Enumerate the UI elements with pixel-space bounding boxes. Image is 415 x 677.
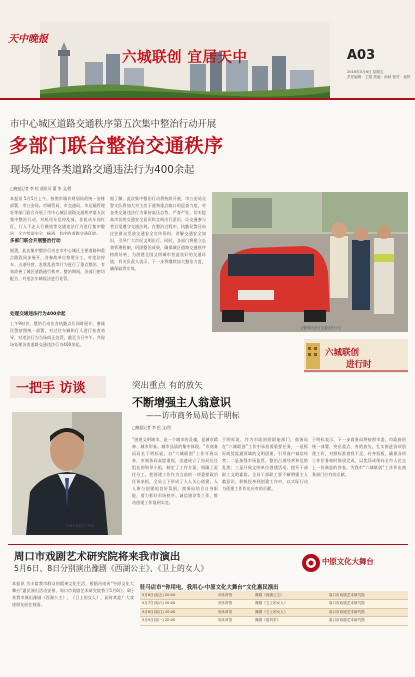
page-number: A03 xyxy=(347,48,376,63)
schedule-cell: 市体育馆 xyxy=(216,600,253,609)
section-title: 六城联创 宜居天中 xyxy=(122,50,248,66)
schedule-cell: 豫剧《卫上的女人》 xyxy=(253,608,327,617)
lead-column-1a: 本报讯 5月5日上午，按照市城乡规划局的统一安排部署，市公安局、市城管局、市交通局、市运输管理处等部门联合开展了市中心城区道路交通秩序第五次集中整治行动，对机动车乱停乱放、非机动车闯红灯、行人不走人行横道等交通违法行为进行集中整治，全力营造安全、畅通、有序的道路交通环境。 xyxy=(10,196,105,235)
culture-headline: 周口市戏剧艺术研究院将来我市演出 xyxy=(14,551,181,563)
schedule-cell: 豫剧《清风亭》 xyxy=(253,617,327,626)
badge-line-1: 六城联创 xyxy=(325,348,360,358)
brand-name: 中原文化大舞台 xyxy=(322,557,374,566)
schedule-cell: 市体育馆 xyxy=(216,617,253,626)
lead-column-1b: 据悉，此次集中整治行动在市中心城区主要道路和重点路段同步展开，各参战单位按照分工，对违法停车、占道经营、乱堆乱放等行为进行了重点整治，有效改善了城区道路通行秩序。整治期间，各部门密切配合，对违法车辆依法进行处罚。 xyxy=(10,248,105,281)
interview-column-3: 于明标表示，下一步商务局将按照市委、市政府的统一部署，突出重点，有的放矢，扎实推进各项创建工作，对照标准查找不足，补齐短板，确保各项工作任务按时保质完成，以优异成绩向全市人民交上一份满意的答卷，为我市“六城联创”工作作出商务部门应有的贡献。 xyxy=(312,437,406,477)
traffic-enforcement-photo xyxy=(212,192,408,332)
portrait-caption: 市商务局局长于明标 xyxy=(66,524,95,528)
official-portrait-photo xyxy=(12,412,122,535)
schedule-title: 驻马店市“你用电，我用心·中原文化大舞台”文化惠民演出 xyxy=(140,585,279,591)
lead-section-heading-1: 多部门联合开展整治行动 xyxy=(10,239,61,244)
interview-column-2: 于明标说，作为市政府的职能部门，商务局在“六城联创”工作中承担着重要任务，一是抓好商贸流通领域的文明创建，引导商户诚信经营；二是加强市场监管，整治占道经营和乱搭乱建；三是开展文明单位创建活动，提升干部职工文明素质。全局干部职工要不断增强主人翁意识，积极投身到创建工作中，以实际行动为创建工作作出应有的贡献。 xyxy=(222,437,308,491)
interview-column-1: “创建文明城市，是一个城市的灵魂，是城市精神、城市形象、城市品质的集中体现。”市商务局局长于明标说。自“六城联创”工作开展以来，市商务局高度重视，迅速成立了由局长任组长的领导小组，制定了工作方案，明确了责任分工，把创建工作作为当前的一项重要政治任务来抓，全局上下形成了人人关心创建、人人参与创建的良好氛围。商务局结合自身职能，着力抓好市场秩序、诚信建设等工作，推动创建工作落到实处。 xyxy=(132,437,218,505)
schedule-cell: 5月7日(周六) 20:00 xyxy=(140,600,216,609)
schedule-cell: 豫剧《西湖公主》 xyxy=(253,591,327,600)
editor-credits: 责任编辑：王娟 美编：孙林 校对：崔婷 xyxy=(347,75,411,79)
schedule-row xyxy=(140,617,408,626)
interview-byline: □晚报记者 李 松 文/图 xyxy=(132,425,171,430)
lead-section-heading-2: 处理交通违法行为400余起 xyxy=(10,312,66,317)
schedule-cell: 周口市戏剧艺术研究院 xyxy=(327,608,408,617)
schedule-cell: 5月8日(周日) 20:00 xyxy=(140,608,216,617)
date-block xyxy=(347,70,413,80)
lead-byline: □晚报记者 李 松 通讯员 董 华 文/图 xyxy=(10,186,72,191)
schedule-cell: 周口市戏剧艺术研究院 xyxy=(327,591,408,600)
interview-column-title xyxy=(10,374,106,400)
schedule-cell: 市体育馆 xyxy=(216,608,253,617)
schedule-cell: 周口市戏剧艺术研究院 xyxy=(327,617,408,626)
lead-subhead: 现场处理各类道路交通违法行为400余起 xyxy=(10,164,195,176)
schedule-cell: 5月9日(周一) 20:00 xyxy=(140,617,216,626)
photo-caption: 交警现场查处交通违法行为 xyxy=(300,326,341,330)
schedule-cell: 5月6日(周五) 20:00 xyxy=(140,591,216,600)
interview-subtitle: ——访市商务局局长于明标 xyxy=(146,411,240,420)
schedule-cell: 市体育馆 xyxy=(216,591,253,600)
masthead xyxy=(0,0,415,100)
schedule-row xyxy=(140,600,408,609)
newspaper-logo: 天中晚报 xyxy=(8,34,48,45)
culture-body: 本报讯 为丰富我市群众的精神文化生活，根据河南省“中原文化大舞台”惠民演出活动安排，周口市戏剧艺术研究院将于5月6日、8日来我市演出豫剧《西湖公主》、《卫上的女人》，届时欢迎广大戏迷朋友前往观看。 xyxy=(12,581,134,607)
issue-date: 2016年5月6日 星期五 xyxy=(347,70,384,74)
schedule-cell: 豫剧《卫上的女人》 xyxy=(253,600,327,609)
lead-column-1c: 上午9时许，整治行动在各执勤点位同时展开，参战民警按照统一部署，对过往车辆和行人进行检查劝导，对违法行为当场纠正处罚，截至当日中午，共现场处理各类道路交通违法行为400余起。 xyxy=(10,321,105,347)
lead-column-2: 据了解，此次集中整治行动将持续开展，市公安局交警支队将加大对主次干道和重点路口的巡查力度，对各类交通违法行为保持高压态势，严查严处，切实提高市民的交通安全意识和文明出行意识，让交通参与者自觉遵守交通法规。在整治过程中，执勤民警还向过往群众发放交通安全宣传资料，讲解交通安全知识，引导广大市民文明出行。同时，各部门将建立长效管理机制，巩固整治成果，确保城区道路交通秩序持续好转，为创建全国文明城市营造良好的交通环境，有关负责人表示，下一步将继续加大整治力度，确保取得实效。 xyxy=(110,196,206,271)
lead-kicker: 市中心城区道路交通秩序第五次集中整治行动开展 xyxy=(10,119,217,130)
performance-schedule-table xyxy=(140,591,408,626)
lead-headline: 多部门联合整治交通秩序 xyxy=(9,135,224,157)
schedule-row xyxy=(140,608,408,617)
interview-headline: 不断增强主人翁意识 xyxy=(132,396,231,409)
schedule-row xyxy=(140,591,408,600)
culture-subhead: 5月6日、8日分别演出豫剧《西湖公主》、《卫上的女人》 xyxy=(14,564,209,573)
schedule-cell: 周口市戏剧艺术研究院 xyxy=(327,600,408,609)
interview-kicker: 突出重点 有的放矢 xyxy=(132,381,203,391)
badge-line-2: 进行时 xyxy=(346,360,372,370)
interview-column-title-text: 一把手 访谈 xyxy=(16,381,86,396)
